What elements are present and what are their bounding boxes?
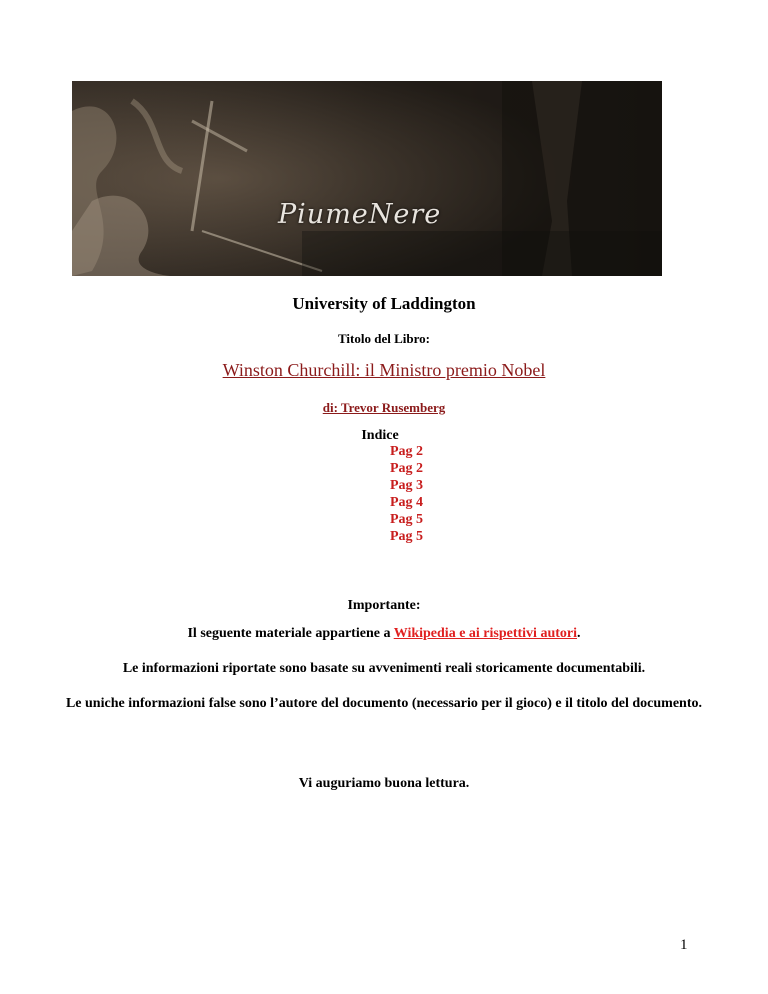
wikipedia-link[interactable]: Wikipedia e ai rispettivi autori xyxy=(393,626,578,641)
index-heading: Indice xyxy=(361,428,399,443)
title-label: Titolo del Libro: xyxy=(338,331,430,346)
university-name: University of Laddington xyxy=(292,294,476,313)
toc-item-page: Pag 2 xyxy=(390,461,424,476)
author-line[interactable]: di: Trevor Rusemberg xyxy=(322,400,446,415)
material-notice xyxy=(0,626,768,642)
page-number: 1 xyxy=(680,937,688,953)
header-banner-image xyxy=(72,81,662,276)
banner-artwork xyxy=(72,81,662,276)
toc-item-page: Pag 5 xyxy=(390,512,424,527)
toc-item-page: Pag 2 xyxy=(390,444,424,459)
false-info-line: Le uniche informazioni false sono l’autore del documento (necessario per il gioco) e il titolo del documento. xyxy=(65,696,703,711)
important-heading: Importante: xyxy=(347,598,421,613)
toc-item-page: Pag 3 xyxy=(390,478,424,493)
closing-wish: Vi auguriamo buona lettura. xyxy=(298,776,470,791)
info-line: Le informazioni riportate sono basate su avvenimenti reali storicamente documentabili. xyxy=(122,661,646,676)
material-suffix: . xyxy=(577,626,581,641)
toc-item-page: Pag 4 xyxy=(390,495,424,510)
logo-text: PiumeNere xyxy=(278,199,442,230)
toc-item-page: Pag 5 xyxy=(390,529,424,544)
book-title[interactable]: Winston Churchill: il Ministro premio Nobel xyxy=(222,360,546,380)
material-prefix: Il seguente materiale appartiene a xyxy=(187,626,394,641)
